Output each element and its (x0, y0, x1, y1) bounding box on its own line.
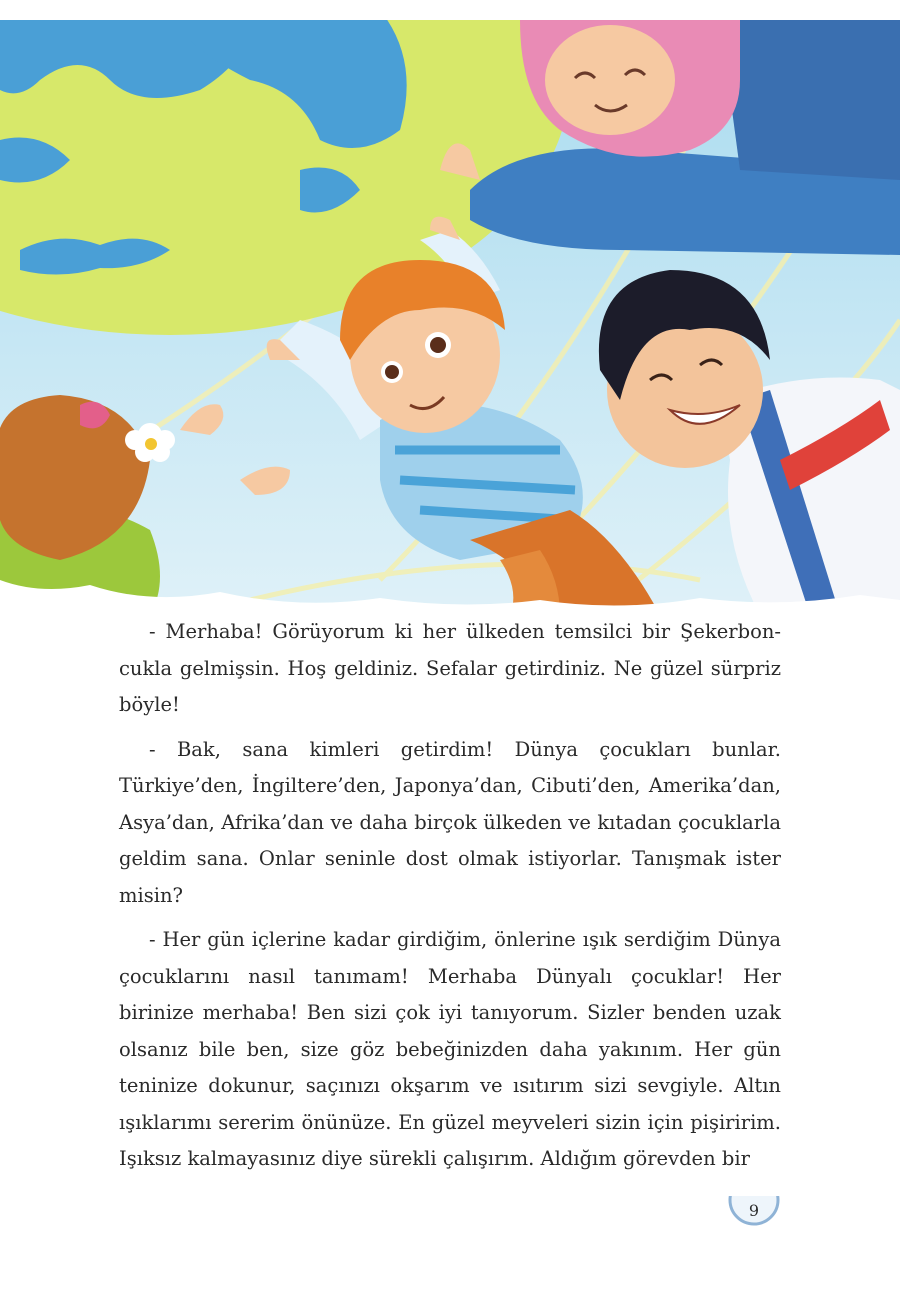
page-number: 9 (748, 1201, 760, 1220)
story-paragraph: - Her gün içlerine kadar girdiğim, önlerine ışık serdiğim Dünya çocuklarını nasıl tanımam! Merhaba Dünyalı çocuklar! Her birinize merhaba! Ben sizi çok iyi tanıyorum. Sizler benden uzak olsanız bile ben, size göz bebeğinizden daha yakınım. Her gün teninize dokunur, saçınızı okşarım ve ısıtırım sizi sevgiyle. Altın ışıklarımı sererim önünüze. En güzel meyveleri sizin için pişiririm. Işıksız kalmayasınız diye sürekli çalışırım. Aldığım görevden bir (119, 928, 781, 1170)
story-illustration (0, 20, 900, 615)
story-paragraph: - Bak, sana kimleri getirdim! Dünya çocukları bunlar. Türkiye’den, İngiltere’den, Japonya’dan, Cibuti’den, Amerika’dan, Asya’dan, Afrika’dan ve daha birçok ülkeden ve kıtadan çocuklarla geldim sana. Onlar seninle dost olmak istiyorlar. Tanışmak ister misin? (119, 737, 781, 907)
children-around-globe-illustration (0, 20, 900, 615)
story-paragraph: - Merhaba! Görüyorum ki her ülkeden temsilci bir Şekerboncukla gelmişsin. Hoş geldiniz. Sefalar getirdiniz. Ne güzel sürpriz böyle! (119, 620, 781, 716)
story-text (119, 614, 781, 1186)
page-number-circle-icon (728, 1196, 780, 1240)
page-number-badge (728, 1196, 780, 1240)
